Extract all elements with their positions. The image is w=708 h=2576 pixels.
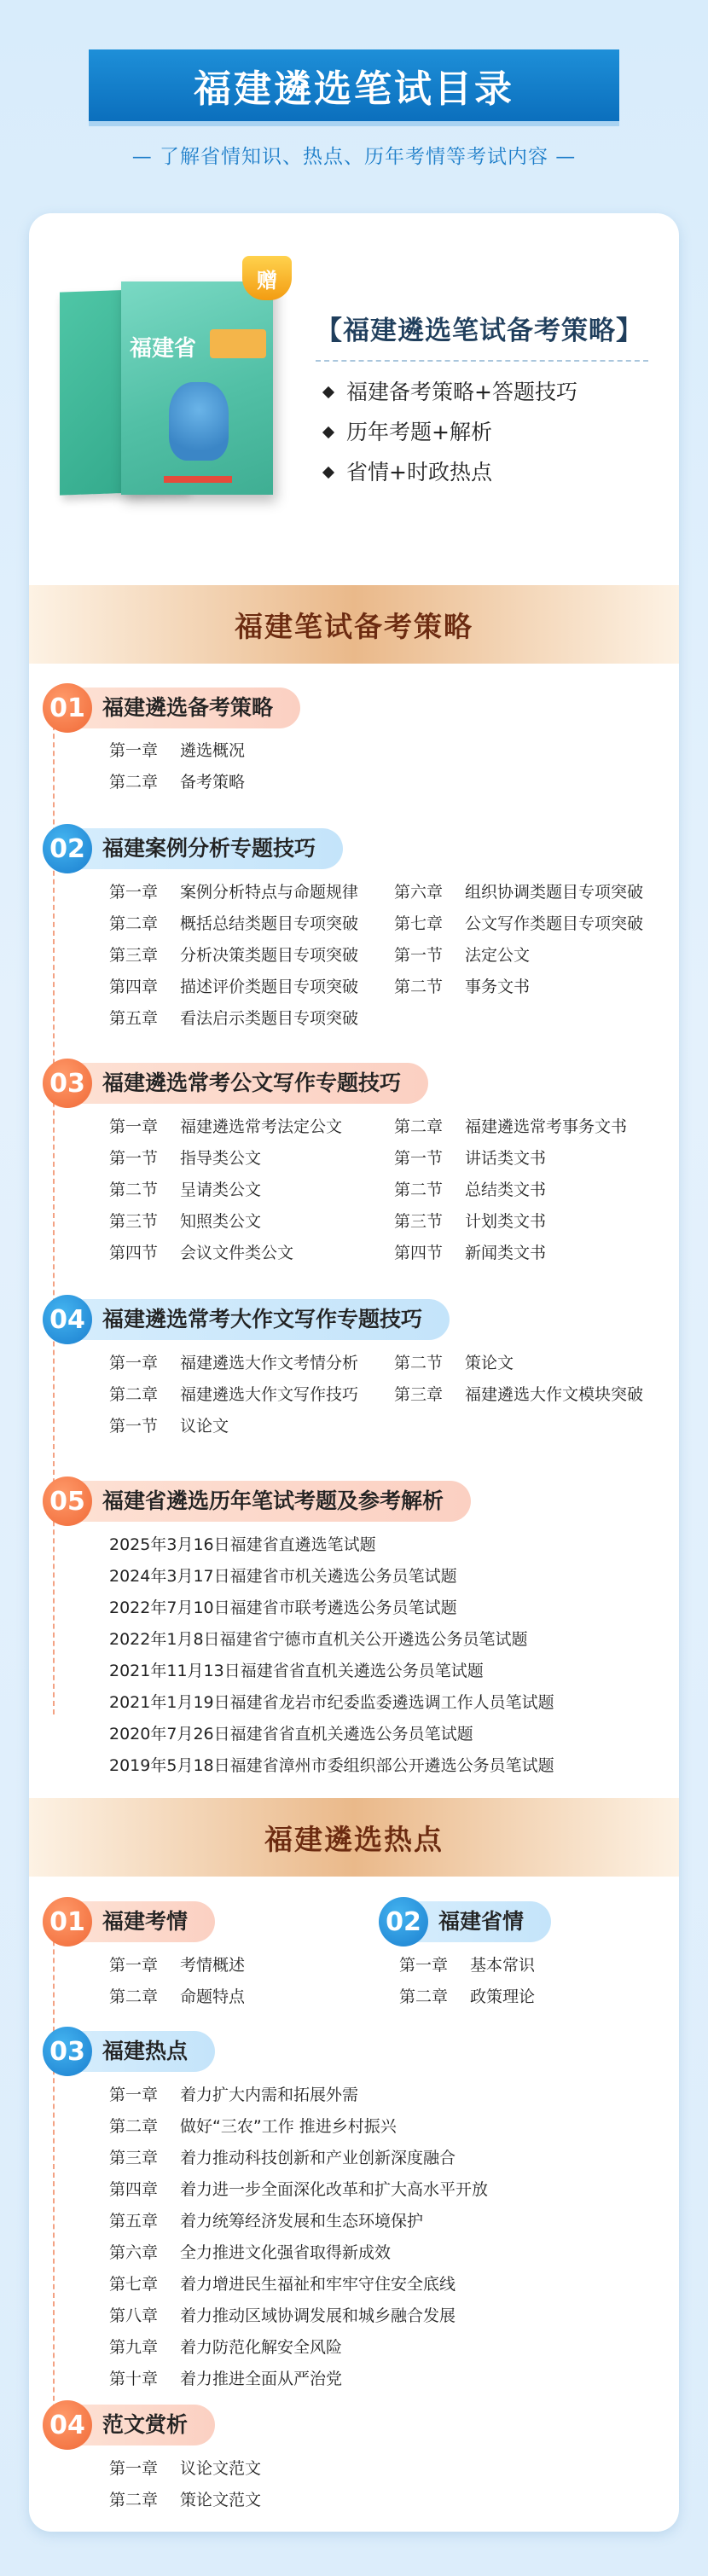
group-label: 福建考情 xyxy=(80,1901,215,1942)
chapter-list xyxy=(394,1348,643,1411)
list-item: 第一章 基本常识 xyxy=(399,1956,536,1975)
list-item: 2021年1月19日福建省龙岩市纪委监委遴选调工作人员笔试题 xyxy=(109,1693,554,1712)
catalog-card xyxy=(29,213,679,2532)
group-label: 福建案例分析专题技巧 xyxy=(80,828,343,869)
group-number: 03 xyxy=(43,2027,92,2076)
book-cover-tag xyxy=(210,329,266,358)
list-item: 第二章 备考策略 xyxy=(109,773,246,792)
chapter-list xyxy=(109,1111,342,1269)
strategy-bullet: 福建备考策略+答题技巧 xyxy=(324,372,577,412)
mascot-illustration xyxy=(169,382,229,461)
group-number: 01 xyxy=(43,1897,92,1947)
chapter-list xyxy=(109,1348,358,1442)
strategy-bullet: 历年考题+解析 xyxy=(324,412,577,452)
chapter-list xyxy=(394,1111,627,1269)
group-header-04 xyxy=(43,1298,450,1341)
list-item: 2019年5月18日福建省漳州市委组织部公开遴选公务员笔试题 xyxy=(109,1756,554,1775)
list-item: 第十章 着力推进全面从严治党 xyxy=(109,2370,343,2388)
list-item: 第一章 福建遴选大作文考情分析 xyxy=(109,1354,359,1372)
group-number: 02 xyxy=(379,1897,428,1947)
list-item: 第八章 着力推动区域协调发展和城乡融合发展 xyxy=(109,2306,456,2325)
list-item: 第五章 看法启示类题目专项突破 xyxy=(109,1009,359,1028)
group-label: 福建遴选常考公文写作专题技巧 xyxy=(80,1063,428,1104)
list-item: 2020年7月26日福建省省直机关遴选公务员笔试题 xyxy=(109,1725,473,1743)
list-item: 第五章 着力统筹经济发展和生态环境保护 xyxy=(109,2212,424,2231)
group-number: 04 xyxy=(43,1295,92,1344)
chapter-list xyxy=(109,2453,261,2516)
group-label: 福建热点 xyxy=(80,2031,215,2072)
exam-list xyxy=(109,1529,554,1782)
section-header-strategy: 福建笔试备考策略 xyxy=(29,585,679,664)
book-publisher-bar xyxy=(164,476,232,483)
page-title: 福建遴选笔试目录 xyxy=(89,49,619,121)
list-item: 第七章 公文写作类题目专项突破 xyxy=(394,914,644,933)
list-item: 2025年3月16日福建省直遴选笔试题 xyxy=(109,1535,376,1554)
group-label: 范文赏析 xyxy=(80,2405,215,2445)
list-item: 第九章 着力防范化解安全风险 xyxy=(109,2338,343,2357)
book-front-cover xyxy=(121,281,273,495)
group-header-05 xyxy=(43,1480,471,1523)
list-item: 第三章 分析决策类题目专项突破 xyxy=(109,946,359,965)
list-item: 第二节 策论文 xyxy=(394,1354,514,1372)
list-item: 第二章 政策理论 xyxy=(399,1987,536,2006)
list-item: 第六章 全力推进文化强省取得新成效 xyxy=(109,2243,392,2262)
strategy-bullet: 省情+时政热点 xyxy=(324,452,577,492)
group-header-01 xyxy=(43,687,300,729)
group-number: 04 xyxy=(43,2400,92,2450)
list-item: 第七章 着力增进民生福祉和牢牢守住安全底线 xyxy=(109,2275,456,2294)
list-item: 第三节 知照类公文 xyxy=(109,1212,262,1231)
timeline-dashes xyxy=(53,1906,55,2435)
strategy-heading: 【福建遴选笔试备考策略】 xyxy=(316,316,643,346)
book-promo xyxy=(29,213,679,580)
hot-group-header-01 xyxy=(43,1900,215,1943)
list-item: 第一章 案例分析特点与命题规律 xyxy=(109,883,359,902)
list-item: 第一章 考情概述 xyxy=(109,1956,246,1975)
list-item: 第三章 着力推动科技创新和产业创新深度融合 xyxy=(109,2149,456,2167)
group-header-02 xyxy=(43,827,343,870)
chapter-list xyxy=(399,1950,535,2013)
list-item: 第二节 事务文书 xyxy=(394,978,531,996)
book-cover-title: 福建省 xyxy=(130,336,197,362)
list-item: 第一章 着力扩大内需和拓展外需 xyxy=(109,2086,359,2104)
list-item: 2022年7月10日福建省市联考遴选公务员笔试题 xyxy=(109,1598,457,1617)
page-subtitle: — 了解省情知识、热点、历年考情等考试内容 — xyxy=(131,146,577,168)
list-item: 第二节 呈请类公文 xyxy=(109,1181,262,1199)
diamond-bullet-icon xyxy=(322,386,334,397)
list-item: 2024年3月17日福建省市机关遴选公务员笔试题 xyxy=(109,1567,457,1586)
chapter-list xyxy=(109,2080,488,2395)
list-item: 第四节 会议文件类公文 xyxy=(109,1244,294,1262)
list-item: 第六章 组织协调类题目专项突破 xyxy=(394,883,644,902)
group-label: 福建省情 xyxy=(416,1901,551,1942)
list-item: 第一节 讲话类文书 xyxy=(394,1149,547,1168)
hot-group-header-03 xyxy=(43,2030,215,2073)
group-header-03 xyxy=(43,1062,428,1105)
list-item: 第二章 做好“三农”工作 推进乡村振兴 xyxy=(109,2117,397,2136)
list-item: 第二章 福建遴选常考事务文书 xyxy=(394,1117,628,1136)
list-item: 第一章 遴选概况 xyxy=(109,741,246,760)
hot-group-header-02 xyxy=(379,1900,551,1943)
list-item: 第二章 概括总结类题目专项突破 xyxy=(109,914,359,933)
gift-badge: 赠 xyxy=(242,256,292,300)
group-number: 03 xyxy=(43,1059,92,1108)
chapter-list xyxy=(109,1950,245,2013)
list-item: 第二章 策论文范文 xyxy=(109,2491,262,2509)
strategy-bullets xyxy=(324,372,577,492)
hot-group-header-04 xyxy=(43,2404,215,2446)
chapter-list xyxy=(109,877,358,1035)
list-item: 第四章 描述评价类题目专项突破 xyxy=(109,978,359,996)
list-item: 第二章 福建遴选大作文写作技巧 xyxy=(109,1385,359,1404)
list-item: 第一章 议论文范文 xyxy=(109,2459,262,2478)
list-item: 2021年11月13日福建省省直机关遴选公务员笔试题 xyxy=(109,1662,484,1680)
list-item: 第一节 法定公文 xyxy=(394,946,531,965)
list-item: 2022年1月8日福建省宁德市直机关公开遴选公务员笔试题 xyxy=(109,1630,528,1649)
list-item: 第一节 指导类公文 xyxy=(109,1149,262,1168)
list-item: 第二章 命题特点 xyxy=(109,1987,246,2006)
group-label: 福建省遴选历年笔试考题及参考解析 xyxy=(80,1481,471,1522)
chapter-list xyxy=(109,735,245,798)
group-number: 05 xyxy=(43,1477,92,1526)
group-number: 02 xyxy=(43,824,92,873)
list-item: 第四章 着力进一步全面深化改革和扩大高水平开放 xyxy=(109,2180,489,2199)
diamond-bullet-icon xyxy=(322,466,334,478)
section-header-hotspots: 福建遴选热点 xyxy=(29,1798,679,1877)
diamond-bullet-icon xyxy=(322,426,334,438)
list-item: 第二节 总结类文书 xyxy=(394,1181,547,1199)
group-label: 福建遴选备考策略 xyxy=(80,688,300,728)
group-number: 01 xyxy=(43,683,92,733)
group-label: 福建遴选常考大作文写作专题技巧 xyxy=(80,1299,450,1340)
strategy-divider xyxy=(316,360,648,362)
list-item: 第一节 议论文 xyxy=(109,1417,229,1436)
list-item: 第一章 福建遴选常考法定公文 xyxy=(109,1117,343,1136)
list-item: 第三章 福建遴选大作文模块突破 xyxy=(394,1385,644,1404)
chapter-list xyxy=(394,877,643,1003)
list-item: 第三节 计划类文书 xyxy=(394,1212,547,1231)
list-item: 第四节 新闻类文书 xyxy=(394,1244,547,1262)
